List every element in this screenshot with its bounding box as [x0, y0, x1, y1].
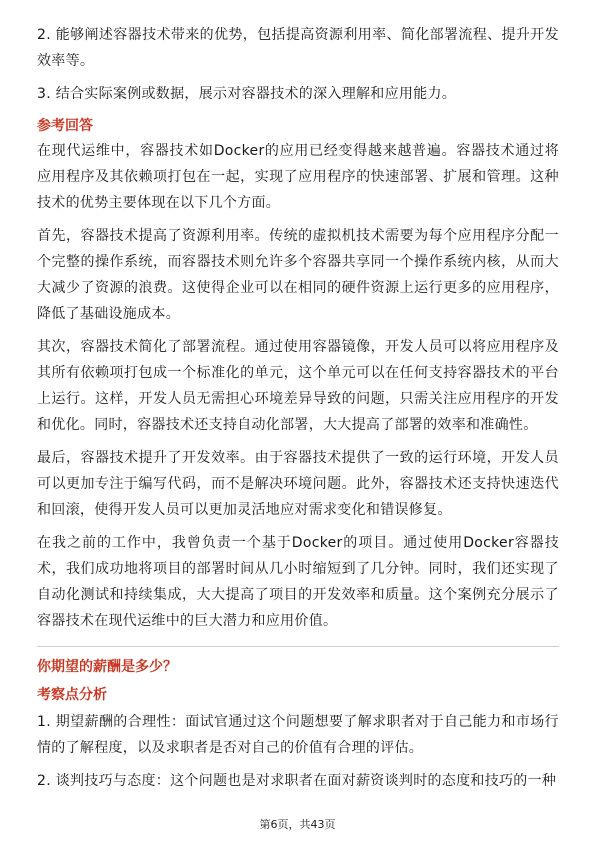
answer-paragraph-resource-utilization: 首先，容器技术提高了资源利用率。传统的虚拟机技术需要为每个应用程序分配一个完整的操作系统，而容器技术则允许多个容器共享同一个操作系统内核，从而大大减少了资源的浪费。这使得企业可以在相同的硬件资源上运行更多的应用程序，降低了基础设施成本。: [37, 228, 559, 322]
document-page: [37, 22, 559, 801]
intro-point-3: 3. 结合实际案例或数据，展示对容器技术的深入理解和应用能力。: [37, 86, 457, 102]
analysis-point-1: 1. 期望薪酬的合理性：面试官通过这个问题想要了解求职者对于自己能力和市场行情的了解程度，以及求职者是否对自己的价值有合理的评估。: [37, 714, 559, 756]
analysis-heading: 考察点分析: [37, 687, 107, 703]
page-number-footer: 第6页，共43页: [259, 818, 336, 831]
analysis-point-2: 2. 谈判技巧与态度：这个问题也是对求职者在面对薪资谈判时的态度和技巧的一种: [37, 773, 557, 789]
answer-paragraph-case-study: 在我之前的工作中，我曾负责一个基于Docker的项目。通过使用Docker容器技术，我们成功地将项目的部署时间从几小时缩短到了几分钟。同时，我们还实现了自动化测试和持续集成，大大提高了项目的开发效率和质量。这个案例充分展示了容器技术在现代运维中的巨大潜力和应用价值。: [37, 535, 559, 629]
intro-point-2: 2. 能够阐述容器技术带来的优势，包括提高资源利用率、简化部署流程、提升开发效率等。: [37, 27, 559, 69]
section-divider: [37, 646, 559, 647]
answer-paragraph-intro: 在现代运维中，容器技术如Docker的应用已经变得越来越普遍。容器技术通过将应用程序及其依赖项打包在一起，实现了应用程序的快速部署、扩展和管理。这种技术的优势主要体现在以下几个方面。: [37, 143, 559, 211]
answer-paragraph-dev-efficiency: 最后，容器技术提升了开发效率。由于容器技术提供了一致的运行环境，开发人员可以更加专注于编写代码，而不是解决环境问题。此外，容器技术还支持快速迭代和回滚，使得开发人员可以更加灵活地应对需求变化和错误修复。: [37, 450, 559, 518]
reference-answer-heading: 参考回答: [37, 118, 93, 134]
answer-paragraph-deployment: 其次，容器技术简化了部署流程。通过使用容器镜像，开发人员可以将应用程序及其所有依赖项打包成一个标准化的单元，这个单元可以在任何支持容器技术的平台上运行。这样，开发人员无需担心环境差异导致的问题，只需关注应用程序的开发和优化。同时，容器技术还支持自动化部署，大大提高了部署的效率和准确性。: [37, 339, 559, 433]
question-title: 你期望的薪酬是多少？: [37, 659, 177, 675]
